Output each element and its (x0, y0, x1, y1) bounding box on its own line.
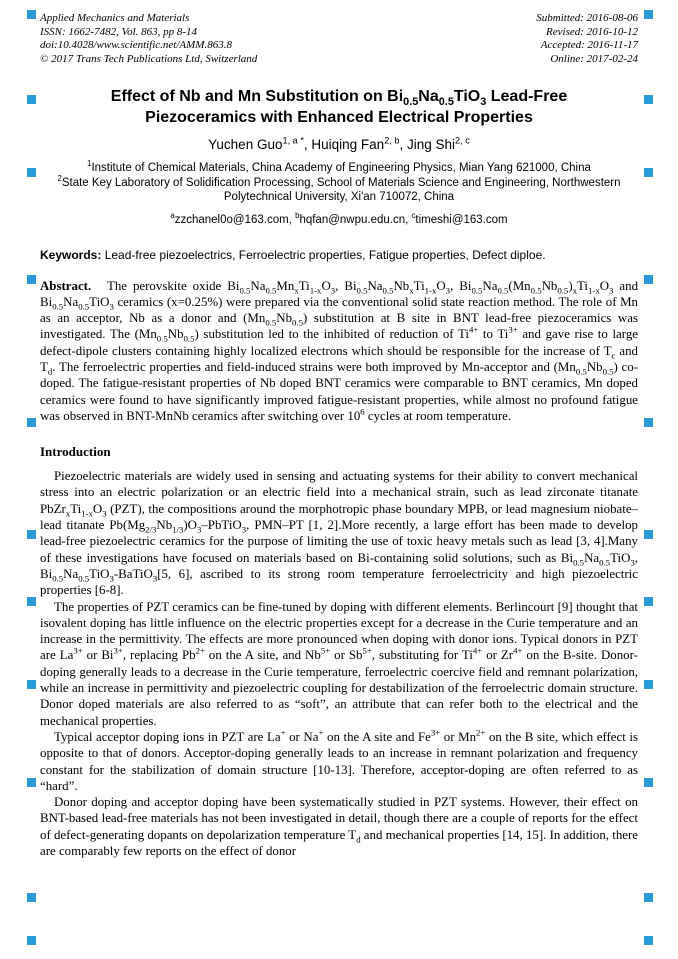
intro-paragraph-1: Piezoelectric materials are widely used in sensing and actuating systems for their ability to convert mechanical stress into an electric polarization or an electric field into a mechanical strain, such as lead zirconate titanate $PbZr_xTi_{1-x}O_3$ (PZT), the compositions around the morphotropic phase boundary MPB, or lead magnesium niobate–lead titanate $Pb(Mg_{2/3}Nb_{1/3})O_3-PbTiO_3$, PMN–PT [1, 2].More recently, a large effort has been made to develop lead-free piezoelectric ceramics for the purpose of limiting the use of toxic heavy metals such as lead [3, 4].Many of these investigations have focused on materials based on Bi-containing solid solutions, such as $Bi_{0.5}Na_{0.5}TiO_3$, $Bi_{0.5}Na_{0.5}TiO_3-BaTiO_3[5$, 6], ascribed to its strong room temperature ferroelectricity and high piezoelectric properties [6-8]. (40, 469, 638, 598)
journal-doi: doi:10.4028/www.scientific.net/AMM.863.8 (40, 39, 232, 51)
edge-marker (27, 168, 36, 177)
edge-marker (27, 936, 36, 945)
paper-title: Effect of Nb and Mn Substitution on $Bi_{0.5}Na_{0.5}TiO_3$ Lead-Free Piezoceramics with Enhanced Electrical Properties (110, 88, 568, 126)
edge-marker (27, 95, 36, 104)
edge-marker (27, 893, 36, 902)
intro-paragraph-2: The properties of PZT ceramics can be fine-tuned by doping with different elements. Berlincourt [9] thought that isovalent doping has little influence on the electric properties except for a decrease in the Curie temperature and an increase in the permittivity. The effects are more pronounced when doping with donor ions. Typical donors in PZT are $La^{3+}$ or $Bi^{3+}$, replacing $Pb^{2+}$ on the A site, and $Nb^{5+}$ or $Sb^{5+}$, substituting for $Ti^{4+}$ or $Zr^{4+}$ on the B-site. Donor-doping generally leads to a decrease in the Curie temperature, ferroelectric coercive field and remnant polarization, while an increase in permittivity and piezoelectric coupling for destabilization of the ferroelectric domain structure. Donor doped materials are also referred to as “soft”, an attribute that can refer both to the electrical and the mechanical properties. (40, 599, 638, 728)
keywords-line (40, 248, 638, 262)
affiliation-1: $^1$Institute of Chemical Materials, China Academy of Engineering Physics, Mian Yang 621000, China (87, 159, 591, 174)
intro-paragraph-3: Typical acceptor doping ions in PZT are La+ or Na+ on the A site and $Fe^{3+}$ or $Mn^{2+}$ on the B site, which effect is opposite to that of donors. Acceptor-doping generally leads to an increase in remnant polarization and frequency constant for the stabilization of domain structure [10-13]. Therefore, acceptor-doping are often referred to as “hard”. (40, 727, 639, 793)
journal-issn-volume: ISSN: 1662-7482, Vol. 863, pp 8-14 (40, 25, 198, 38)
keywords-label: Keywords: (40, 247, 102, 262)
edge-marker (644, 530, 653, 539)
keywords-text: Lead-free piezoelectrics, Ferroelectric properties, Fatigue properties, Defect diploe. (104, 247, 546, 262)
edge-marker (644, 10, 653, 19)
affiliations-block (40, 161, 638, 205)
edge-marker (27, 275, 36, 284)
affiliation-2: $^2$State Key Laboratory of Solidification Processing, School of Materials Science and Engineering, Northwestern Polytechnical University, Xi'an 710072, China (57, 173, 621, 203)
edge-marker (644, 275, 653, 284)
revised-date: Revised: 2016-10-12 (546, 25, 638, 38)
edge-marker (27, 778, 36, 787)
journal-info (40, 12, 257, 66)
edge-marker (644, 893, 653, 902)
edge-marker (27, 530, 36, 539)
abstract-label: Abstract. (40, 278, 92, 293)
abstract-paragraph (40, 278, 638, 425)
edge-marker (644, 778, 653, 787)
online-date: Online: 2017-02-24 (550, 52, 638, 65)
journal-header (40, 12, 638, 66)
author-emails: $^a$zzchanel0o@163.com, $^b$hqfan@nwpu.edu.cn, $^c$timeshi@163.com (170, 210, 508, 226)
submitted-date: Submitted: 2016-08-06 (536, 12, 638, 24)
edge-marker (27, 597, 36, 606)
edge-marker (644, 418, 653, 427)
edge-marker (644, 936, 653, 945)
accepted-date: Accepted: 2016-11-17 (540, 39, 638, 51)
edge-marker (644, 168, 653, 177)
abstract-text: The perovskite oxide $Bi_{0.5}Na_{0.5}Mn_xTi_{1-x}O_3$, $Bi_{0.5}Na_{0.5}Nb_xTi_{1-x}O_3$, $Bi_{0.5}Na_{0.5}(Mn_{0.5}Nb_{0.5})_xTi_{1-x}O_3$ and $Bi_{0.5}Na_{0.5}TiO_3$ ceramics (x=0.25%) were prepared via the conventional solid state reaction method. The role of Mn as an acceptor, Nb as a donor and $(Mn_{0.5}Nb_{0.5})$ substitution at B site in BNT lead-free piezoceramics was investigated. The $(Mn_{0.5}Nb_{0.5})$ substitution led to the inhibited of reduction of $Ti^{4+}$ to $Ti^{3+}$ and gave rise to large defect-dipole clusters containing highly localized electrons which should be responsible for the increase of $T_c$ and $T_d$. The ferroelectric properties and field-induced strains were both improved by Mn-acceptor and $(Mn_{0.5}Nb_{0.5})$ co-doped. The fatigue-resistant properties of Nb doped BNT ceramics were comparable to BNT ceramics, Mn doped ceramics were found to have significantly improved fatigue-resistant properties, while almost no profound fatigue was observed in BNT-MnNb ceramics after switching over $10^6$ cycles at room temperature. (40, 278, 639, 423)
authors-line: Yuchen Guo$^{1, a *}$, Huiqing Fan$^{2, b}$, Jing Shi$^{2, c}$ (208, 135, 470, 152)
journal-title: Applied Mechanics and Materials (40, 12, 190, 24)
edge-marker (644, 680, 653, 689)
edge-marker (644, 95, 653, 104)
journal-copyright: © 2017 Trans Tech Publications Ltd, Switzerland (40, 52, 258, 65)
edge-marker (27, 680, 36, 689)
submission-dates (536, 12, 638, 66)
intro-paragraph-4: Donor doping and acceptor doping have been systematically studied in PZT systems. However, their effect on BNT-based lead-free materials has not been investigated in detail, though there are a couple of reports for the effect of defect-generating dopants on depolarization temperature $T_d$ and mechanical properties [14, 15]. In addition, there are comparably few reports on the effect of donor (40, 795, 638, 858)
edge-marker (644, 597, 653, 606)
edge-marker (27, 418, 36, 427)
edge-marker (27, 10, 36, 19)
section-heading-introduction: Introduction (40, 444, 111, 460)
